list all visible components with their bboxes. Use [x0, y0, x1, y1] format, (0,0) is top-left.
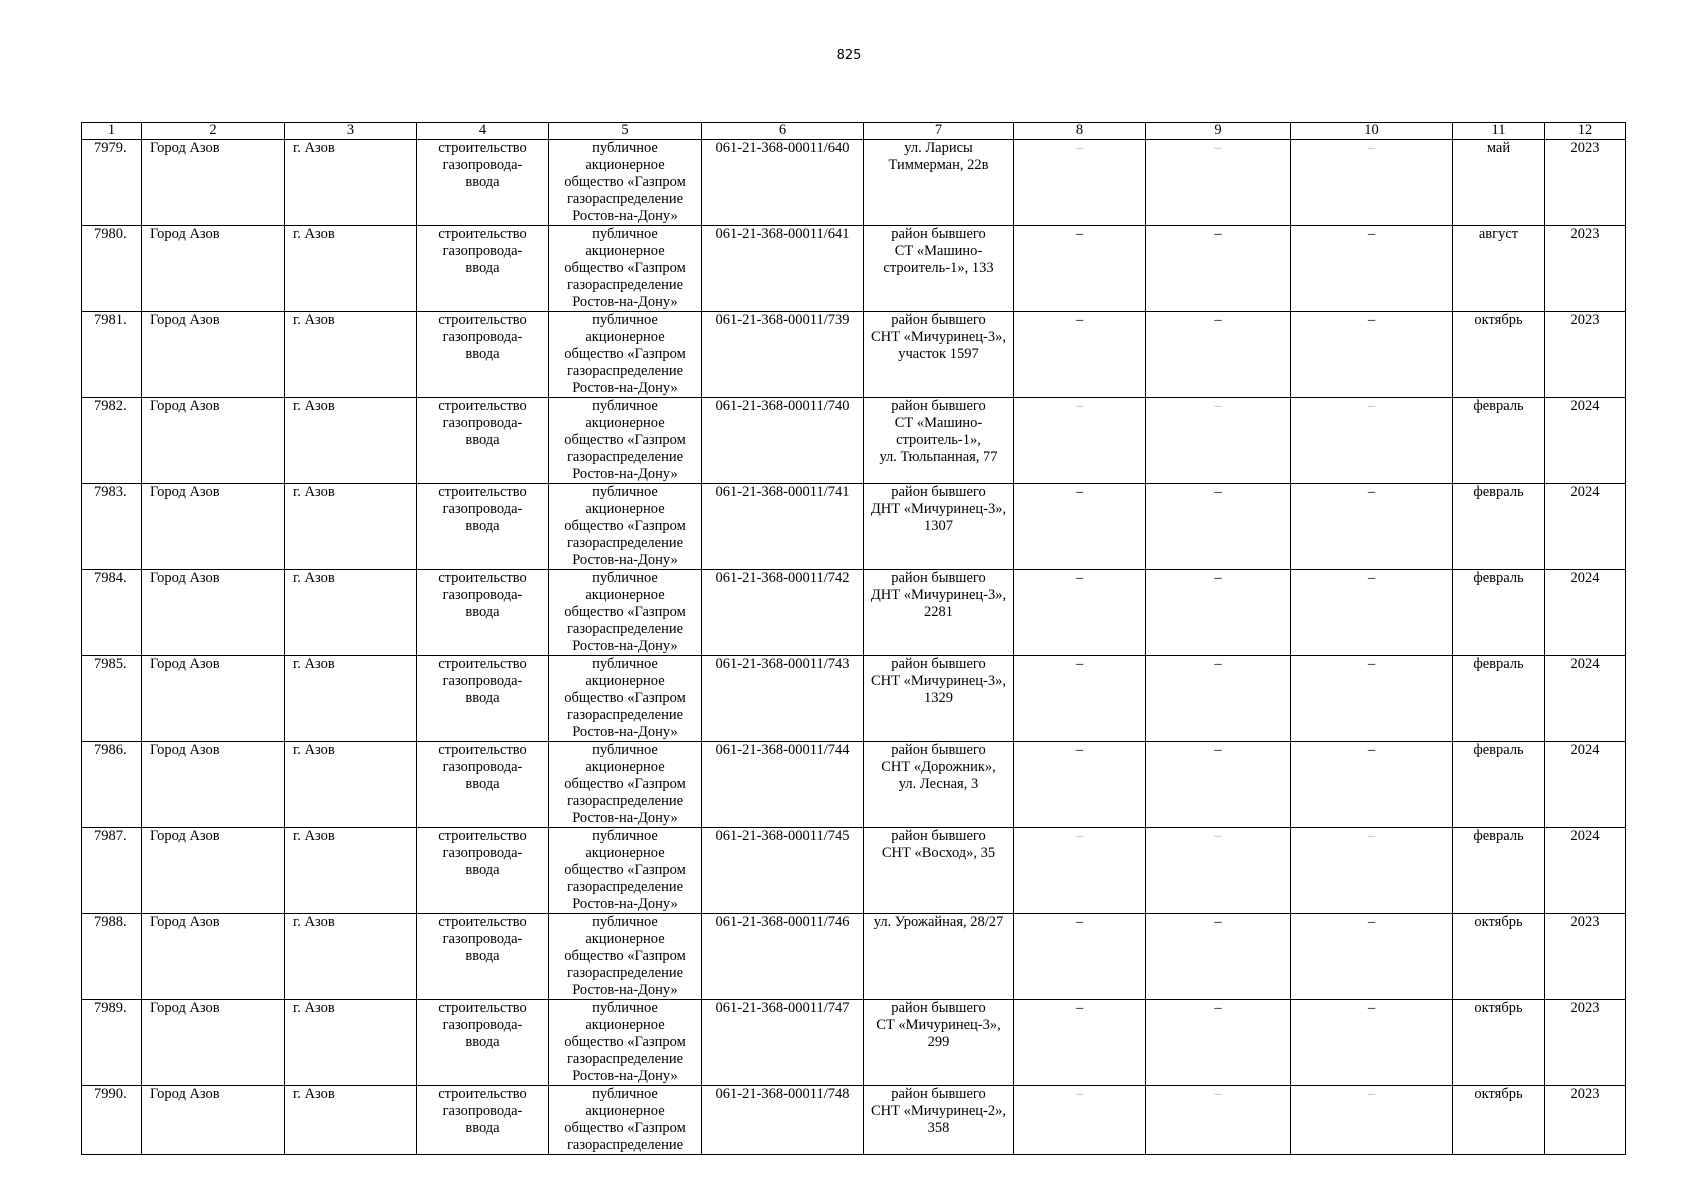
month-cell: октябрь: [1453, 312, 1545, 398]
year-cell: 2024: [1545, 828, 1626, 914]
owner-cell: публичное акционерное общество «Газпром газораспределение Ростов-на-Дону»: [549, 226, 702, 312]
district-cell: Город Азов: [142, 312, 285, 398]
owner-cell: публичное акционерное общество «Газпром газораспределение Ростов-на-Дону»: [549, 484, 702, 570]
year-cell: 2023: [1545, 140, 1626, 226]
month-cell: февраль: [1453, 570, 1545, 656]
work-type-cell: строительство газопровода- ввода: [417, 656, 549, 742]
month-cell: октябрь: [1453, 1000, 1545, 1086]
object-code-cell: 061-21-368-00011/744: [702, 742, 864, 828]
month-cell: август: [1453, 226, 1545, 312]
object-code-cell: 061-21-368-00011/741: [702, 484, 864, 570]
page-number: 825: [836, 48, 862, 63]
column-header: 2: [142, 123, 285, 140]
table-row: [82, 656, 1626, 742]
owner-cell: публичное акционерное общество «Газпром газораспределение: [549, 1086, 702, 1155]
col8-cell: –: [1014, 312, 1146, 398]
col8-cell: –: [1014, 1000, 1146, 1086]
object-code-cell: 061-21-368-00011/739: [702, 312, 864, 398]
row-number-cell: 7989.: [82, 1000, 142, 1086]
table-row: [82, 398, 1626, 484]
row-number-cell: 7982.: [82, 398, 142, 484]
col8-cell: –: [1014, 140, 1146, 226]
address-cell: район бывшего СНТ «Мичуринец-3», участок 1597: [864, 312, 1014, 398]
year-cell: 2024: [1545, 484, 1626, 570]
col8-cell: –: [1014, 484, 1146, 570]
year-cell: 2023: [1545, 312, 1626, 398]
table-row: [82, 914, 1626, 1000]
column-header: 3: [285, 123, 417, 140]
col10-cell: –: [1291, 484, 1453, 570]
col9-cell: –: [1146, 1086, 1291, 1155]
table-body: [82, 140, 1626, 1155]
col10-cell: –: [1291, 226, 1453, 312]
address-cell: ул. Урожайная, 28/27: [864, 914, 1014, 1000]
column-header: 10: [1291, 123, 1453, 140]
address-cell: район бывшего СНТ «Мичуринец-2», 358: [864, 1086, 1014, 1155]
object-code-cell: 061-21-368-00011/747: [702, 1000, 864, 1086]
column-header: 7: [864, 123, 1014, 140]
work-type-cell: строительство газопровода- ввода: [417, 140, 549, 226]
object-code-cell: 061-21-368-00011/640: [702, 140, 864, 226]
work-type-cell: строительство газопровода- ввода: [417, 742, 549, 828]
col10-cell: –: [1291, 828, 1453, 914]
table-row: [82, 742, 1626, 828]
settlement-cell: г. Азов: [285, 656, 417, 742]
owner-cell: публичное акционерное общество «Газпром газораспределение Ростов-на-Дону»: [549, 140, 702, 226]
owner-cell: публичное акционерное общество «Газпром газораспределение Ростов-на-Дону»: [549, 914, 702, 1000]
month-cell: февраль: [1453, 398, 1545, 484]
year-cell: 2024: [1545, 656, 1626, 742]
work-type-cell: строительство газопровода- ввода: [417, 914, 549, 1000]
col9-cell: –: [1146, 226, 1291, 312]
col9-cell: –: [1146, 484, 1291, 570]
settlement-cell: г. Азов: [285, 484, 417, 570]
address-cell: район бывшего СТ «Мичуринец-3», 299: [864, 1000, 1014, 1086]
col8-cell: –: [1014, 914, 1146, 1000]
object-code-cell: 061-21-368-00011/740: [702, 398, 864, 484]
table-row: [82, 226, 1626, 312]
district-cell: Город Азов: [142, 226, 285, 312]
owner-cell: публичное акционерное общество «Газпром газораспределение Ростов-на-Дону»: [549, 656, 702, 742]
object-code-cell: 061-21-368-00011/742: [702, 570, 864, 656]
district-cell: Город Азов: [142, 484, 285, 570]
owner-cell: публичное акционерное общество «Газпром газораспределение Ростов-на-Дону»: [549, 1000, 702, 1086]
month-cell: февраль: [1453, 828, 1545, 914]
month-cell: октябрь: [1453, 914, 1545, 1000]
col10-cell: –: [1291, 742, 1453, 828]
district-cell: Город Азов: [142, 1086, 285, 1155]
register-table: [81, 122, 1626, 1155]
month-cell: февраль: [1453, 484, 1545, 570]
col9-cell: –: [1146, 1000, 1291, 1086]
address-cell: район бывшего СТ «Машино- строитель-1», 133: [864, 226, 1014, 312]
work-type-cell: строительство газопровода- ввода: [417, 1086, 549, 1155]
work-type-cell: строительство газопровода- ввода: [417, 570, 549, 656]
col10-cell: –: [1291, 1086, 1453, 1155]
object-code-cell: 061-21-368-00011/746: [702, 914, 864, 1000]
year-cell: 2024: [1545, 398, 1626, 484]
column-header: 9: [1146, 123, 1291, 140]
table-row: [82, 1086, 1626, 1155]
address-cell: район бывшего СНТ «Восход», 35: [864, 828, 1014, 914]
month-cell: февраль: [1453, 742, 1545, 828]
object-code-cell: 061-21-368-00011/641: [702, 226, 864, 312]
settlement-cell: г. Азов: [285, 742, 417, 828]
settlement-cell: г. Азов: [285, 140, 417, 226]
address-cell: район бывшего СНТ «Дорожник», ул. Лесная, 3: [864, 742, 1014, 828]
district-cell: Город Азов: [142, 398, 285, 484]
col8-cell: –: [1014, 1086, 1146, 1155]
row-number-cell: 7985.: [82, 656, 142, 742]
settlement-cell: г. Азов: [285, 312, 417, 398]
column-header: 8: [1014, 123, 1146, 140]
table-row: [82, 140, 1626, 226]
year-cell: 2024: [1545, 570, 1626, 656]
object-code-cell: 061-21-368-00011/748: [702, 1086, 864, 1155]
work-type-cell: строительство газопровода- ввода: [417, 828, 549, 914]
col9-cell: –: [1146, 914, 1291, 1000]
column-header: 5: [549, 123, 702, 140]
owner-cell: публичное акционерное общество «Газпром газораспределение Ростов-на-Дону»: [549, 742, 702, 828]
address-cell: район бывшего СНТ «Мичуринец-3», 1329: [864, 656, 1014, 742]
col9-cell: –: [1146, 570, 1291, 656]
row-number-cell: 7979.: [82, 140, 142, 226]
settlement-cell: г. Азов: [285, 570, 417, 656]
owner-cell: публичное акционерное общество «Газпром газораспределение Ростов-на-Дону»: [549, 570, 702, 656]
table-row: [82, 484, 1626, 570]
column-header: 4: [417, 123, 549, 140]
year-cell: 2023: [1545, 914, 1626, 1000]
row-number-cell: 7990.: [82, 1086, 142, 1155]
month-cell: февраль: [1453, 656, 1545, 742]
col8-cell: –: [1014, 226, 1146, 312]
col8-cell: –: [1014, 828, 1146, 914]
row-number-cell: 7984.: [82, 570, 142, 656]
year-cell: 2023: [1545, 1000, 1626, 1086]
district-cell: Город Азов: [142, 140, 285, 226]
col9-cell: –: [1146, 312, 1291, 398]
owner-cell: публичное акционерное общество «Газпром газораспределение Ростов-на-Дону»: [549, 828, 702, 914]
table-row: [82, 312, 1626, 398]
settlement-cell: г. Азов: [285, 398, 417, 484]
district-cell: Город Азов: [142, 1000, 285, 1086]
col8-cell: –: [1014, 742, 1146, 828]
row-number-cell: 7980.: [82, 226, 142, 312]
settlement-cell: г. Азов: [285, 914, 417, 1000]
col10-cell: –: [1291, 312, 1453, 398]
settlement-cell: г. Азов: [285, 828, 417, 914]
col9-cell: –: [1146, 742, 1291, 828]
work-type-cell: строительство газопровода- ввода: [417, 398, 549, 484]
col9-cell: –: [1146, 828, 1291, 914]
work-type-cell: строительство газопровода- ввода: [417, 1000, 549, 1086]
district-cell: Город Азов: [142, 656, 285, 742]
col10-cell: –: [1291, 656, 1453, 742]
row-number-cell: 7988.: [82, 914, 142, 1000]
object-code-cell: 061-21-368-00011/743: [702, 656, 864, 742]
column-header: 1: [82, 123, 142, 140]
address-cell: район бывшего ДНТ «Мичуринец-3», 2281: [864, 570, 1014, 656]
year-cell: 2023: [1545, 226, 1626, 312]
year-cell: 2023: [1545, 1086, 1626, 1155]
col8-cell: –: [1014, 398, 1146, 484]
col9-cell: –: [1146, 656, 1291, 742]
row-number-cell: 7981.: [82, 312, 142, 398]
column-header: 6: [702, 123, 864, 140]
col8-cell: –: [1014, 656, 1146, 742]
month-cell: октябрь: [1453, 1086, 1545, 1155]
month-cell: май: [1453, 140, 1545, 226]
settlement-cell: г. Азов: [285, 1000, 417, 1086]
work-type-cell: строительство газопровода- ввода: [417, 226, 549, 312]
col10-cell: –: [1291, 914, 1453, 1000]
col10-cell: –: [1291, 140, 1453, 226]
work-type-cell: строительство газопровода- ввода: [417, 484, 549, 570]
col9-cell: –: [1146, 140, 1291, 226]
col8-cell: –: [1014, 570, 1146, 656]
object-code-cell: 061-21-368-00011/745: [702, 828, 864, 914]
col9-cell: –: [1146, 398, 1291, 484]
col10-cell: –: [1291, 398, 1453, 484]
column-header: 11: [1453, 123, 1545, 140]
table-row: [82, 570, 1626, 656]
owner-cell: публичное акционерное общество «Газпром газораспределение Ростов-на-Дону»: [549, 398, 702, 484]
district-cell: Город Азов: [142, 570, 285, 656]
row-number-cell: 7986.: [82, 742, 142, 828]
settlement-cell: г. Азов: [285, 1086, 417, 1155]
district-cell: Город Азов: [142, 828, 285, 914]
settlement-cell: г. Азов: [285, 226, 417, 312]
address-cell: район бывшего ДНТ «Мичуринец-3», 1307: [864, 484, 1014, 570]
table-row: [82, 1000, 1626, 1086]
row-number-cell: 7987.: [82, 828, 142, 914]
col10-cell: –: [1291, 570, 1453, 656]
owner-cell: публичное акционерное общество «Газпром газораспределение Ростов-на-Дону»: [549, 312, 702, 398]
year-cell: 2024: [1545, 742, 1626, 828]
district-cell: Город Азов: [142, 742, 285, 828]
column-number-header-row: [82, 123, 1626, 140]
col10-cell: –: [1291, 1000, 1453, 1086]
table-row: [82, 828, 1626, 914]
column-header: 12: [1545, 123, 1626, 140]
address-cell: ул. Ларисы Тиммерман, 22в: [864, 140, 1014, 226]
row-number-cell: 7983.: [82, 484, 142, 570]
address-cell: район бывшего СТ «Машино- строитель-1», ул. Тюльпанная, 77: [864, 398, 1014, 484]
work-type-cell: строительство газопровода- ввода: [417, 312, 549, 398]
district-cell: Город Азов: [142, 914, 285, 1000]
